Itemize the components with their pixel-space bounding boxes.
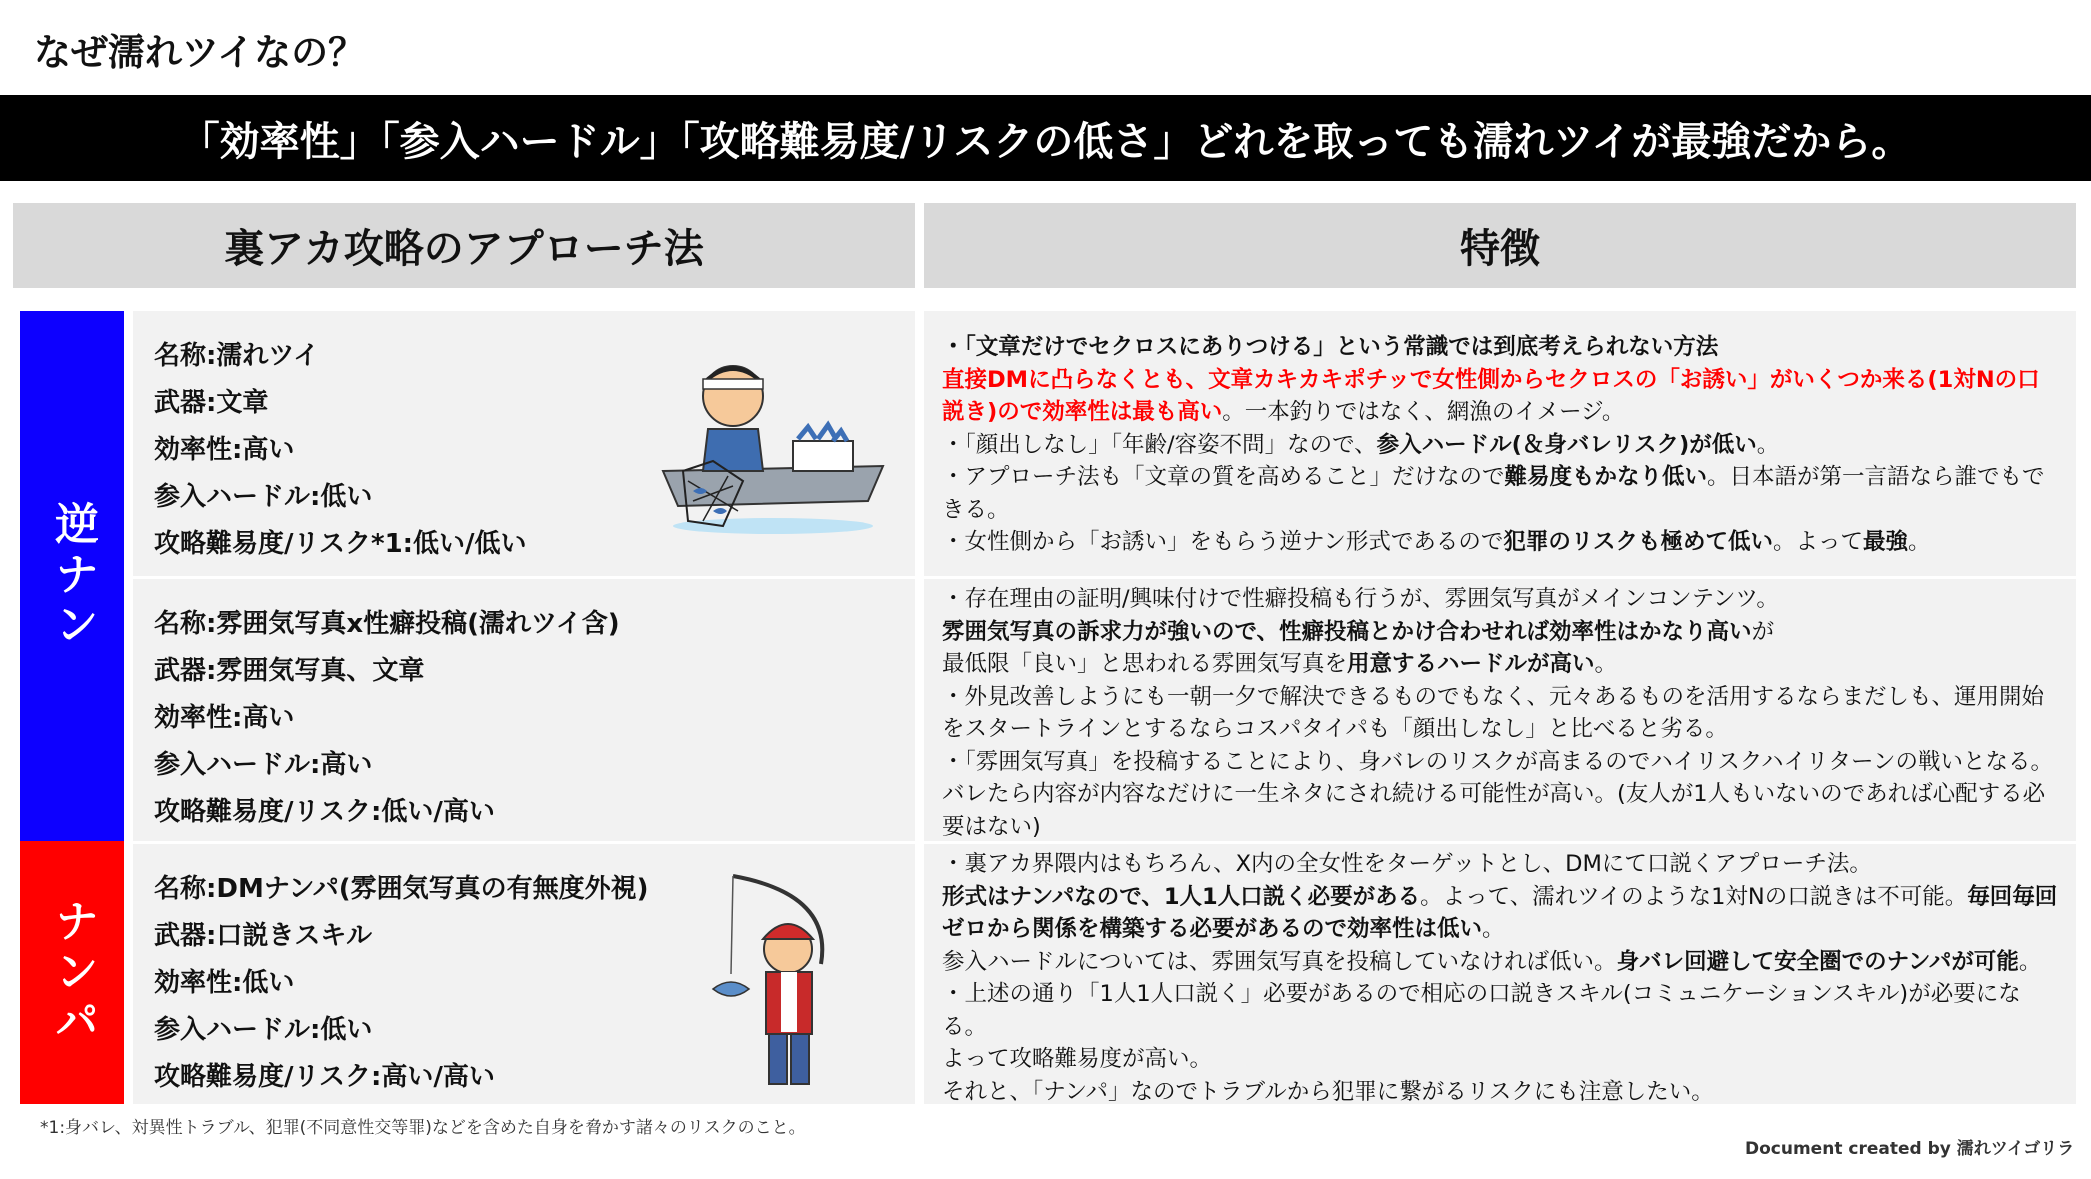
- text-run: 雰囲気写真の訴求力が強いので、性癖投稿とかけ合わせれば効率性はかなり高い: [942, 618, 1752, 645]
- column-header-approach: 裏アカ攻略のアプローチ法: [13, 203, 915, 288]
- feature-line: [942, 616, 2060, 649]
- property-entry-hurdle: 参入ハードル:高い: [154, 750, 373, 780]
- group-label-gyakunan: [20, 311, 124, 841]
- page-title: なぜ濡れツイなの？: [34, 31, 366, 74]
- text-run: 身バレ回避して安全圏でのナンパが可能: [1616, 948, 2019, 975]
- text-run: 最強: [1862, 529, 1908, 555]
- feature-description: [942, 331, 2060, 559]
- text-run: 。: [2018, 948, 2042, 975]
- feature-line: [942, 848, 2060, 881]
- text-run: 。: [1594, 651, 1618, 677]
- headline-banner: 「効率性」「参入ハードル」「攻略難易度/リスクの低さ」どれを取っても濡れツイが最強だから。: [0, 95, 2091, 181]
- feature-line: [942, 648, 2060, 681]
- feature-line: [942, 681, 2060, 746]
- group-label-nanpa: [20, 841, 124, 1104]
- text-run: ・裏アカ界隈内はもちろん、X内の全女性をターゲットとし、DMにて口説くアプローチ法。: [942, 851, 1872, 877]
- text-run: ・アプローチ法も「文章の質を高めること」だけなので: [942, 464, 1505, 490]
- property-list: [154, 601, 620, 836]
- text-run: 。: [1756, 431, 1780, 458]
- property-name: 名称:濡れツイ: [154, 341, 320, 371]
- property-weapon: 武器:雰囲気写真、文章: [154, 656, 425, 686]
- text-run: 。日本語が第一言語なら誰でもできる。: [942, 464, 2045, 523]
- property-list: [154, 866, 649, 1101]
- feature-line: [942, 978, 2060, 1043]
- feature-line: [942, 461, 2060, 526]
- footnote: *1:身バレ、対異性トラブル、犯罪(不同意性交等罪)などを含めた自身を脅かす諸々のリスクのこと。: [40, 1118, 806, 1138]
- feature-line: [942, 526, 2060, 559]
- property-name: 名称:雰囲気写真x性癖投稿(濡れツイ含): [154, 609, 620, 639]
- text-run: 参入ハードル(＆身バレリスク)が低い: [1376, 431, 1757, 458]
- feature-line: [942, 881, 2060, 946]
- text-run: ・「雰囲気写真」を投稿することにより、身バレのリスクが高まるのでハイリスクハイリターンの戦いとなる。バレたら内容が内容なだけに一生ネタにされ続ける可能性が高い。(友人が1人もいないのであれば心配する必要はない): [942, 748, 2054, 840]
- text-run: 犯罪のリスクも極めて低い: [1503, 529, 1773, 555]
- feature-line: [942, 331, 2060, 364]
- property-entry-hurdle: 参入ハードル:低い: [154, 1015, 373, 1045]
- feature-line: [942, 583, 2060, 616]
- text-run: 形式はナンパなので、1人1人口説く必要がある: [942, 883, 1421, 910]
- feature-description: [942, 848, 2060, 1108]
- feature-cell-atmosphere-photo: [924, 579, 2076, 841]
- text-run: が: [1751, 618, 1775, 645]
- text-run: 。よって: [1772, 529, 1863, 555]
- property-name: 名称:DMナンパ(雰囲気写真の有無度外視): [154, 874, 649, 904]
- text-run: ・上述の通り「1人1人口説く」必要があるので相応の口説きスキル(コミュニケーションスキル)が必要になる。: [942, 981, 2021, 1040]
- text-run: よって攻略難易度が高い。: [942, 1046, 1213, 1072]
- feature-description: [942, 583, 2060, 843]
- text-run: それと、「ナンパ」なのでトラブルから犯罪に繋がるリスクにも注意したい。: [942, 1078, 1714, 1105]
- text-run: 。よって、濡れツイのような1対Nの口説きは不可能。: [1420, 883, 1968, 910]
- column-header-features: 特徴: [924, 203, 2076, 288]
- property-efficiency: 効率性:低い: [154, 968, 295, 998]
- highlight-text: 直接DMに凸らなくとも、文章カキカキポチッで女性側からセクロスの「お誘い」がいくつか来る(1対Nの口説き)ので効率性は最も高い: [942, 366, 2040, 425]
- property-weapon: 武器:口説きスキル: [154, 921, 373, 951]
- text-run: 毎回毎回ゼロから関係を構築する必要があるので効率性は低い: [942, 883, 2058, 942]
- feature-cell-dm-nanpa: [924, 844, 2076, 1104]
- text-run: ・「文章だけでセクロスにありつける」という常識では到底考えられない方法: [942, 334, 1719, 360]
- feature-line: [942, 1076, 2060, 1109]
- document-credit: Document created by 濡れツイゴリラ: [1745, 1139, 2075, 1159]
- property-efficiency: 効率性:高い: [154, 703, 295, 733]
- text-run: ・女性側から「お誘い」をもらう逆ナン形式であるので: [942, 529, 1504, 555]
- feature-cell-nuretsui: [924, 311, 2076, 576]
- text-run: 用意するハードルが高い: [1347, 651, 1595, 677]
- feature-line: [942, 746, 2060, 844]
- feature-line: [942, 1043, 2060, 1076]
- group-label-text: ナンパ: [47, 897, 98, 1048]
- text-run: 。一本釣りではなく、網漁のイメージ。: [1222, 399, 1625, 425]
- feature-line: [942, 946, 2060, 979]
- text-run: ・外見改善しようにも一朝一夕で解決できるものでもなく、元々あるものを活用するならまだしも、運用開始をスタートラインとするならコスパタイパも「顔出しなし」と比べると劣る。: [942, 683, 2045, 742]
- feature-line: [942, 429, 2060, 462]
- text-run: 。: [1907, 529, 1931, 555]
- property-difficulty-risk: 攻略難易度/リスク*1:低い/低い: [154, 529, 527, 559]
- property-list: [154, 333, 527, 568]
- net-fishing-illustration: [653, 351, 893, 541]
- group-label-text: 逆ナン: [47, 501, 98, 651]
- rod-fishing-illustration: [693, 874, 863, 1094]
- approach-cell-dm-nanpa: [133, 844, 915, 1104]
- property-efficiency: 効率性:高い: [154, 435, 295, 465]
- property-weapon: 武器:文章: [154, 388, 269, 418]
- approach-cell-nuretsui: [133, 311, 915, 576]
- text-run: 最低限「良い」と思われる雰囲気写真を: [942, 651, 1348, 677]
- approach-cell-atmosphere-photo: [133, 579, 915, 841]
- text-run: 。: [1482, 916, 1505, 942]
- feature-line: [942, 364, 2060, 429]
- text-run: 参入ハードルについては、雰囲気写真を投稿していなければ低い。: [942, 948, 1617, 975]
- text-run: 難易度もかなり低い: [1504, 464, 1708, 490]
- property-difficulty-risk: 攻略難易度/リスク:高い/高い: [154, 1062, 495, 1092]
- property-entry-hurdle: 参入ハードル:低い: [154, 482, 373, 512]
- text-run: ・存在理由の証明/興味付けで性癖投稿も行うが、雰囲気写真がメインコンテンツ。: [942, 586, 1779, 612]
- property-difficulty-risk: 攻略難易度/リスク:低い/高い: [154, 797, 495, 827]
- text-run: ・「顔出しなし」「年齢/容姿不問」なので、: [942, 431, 1377, 458]
